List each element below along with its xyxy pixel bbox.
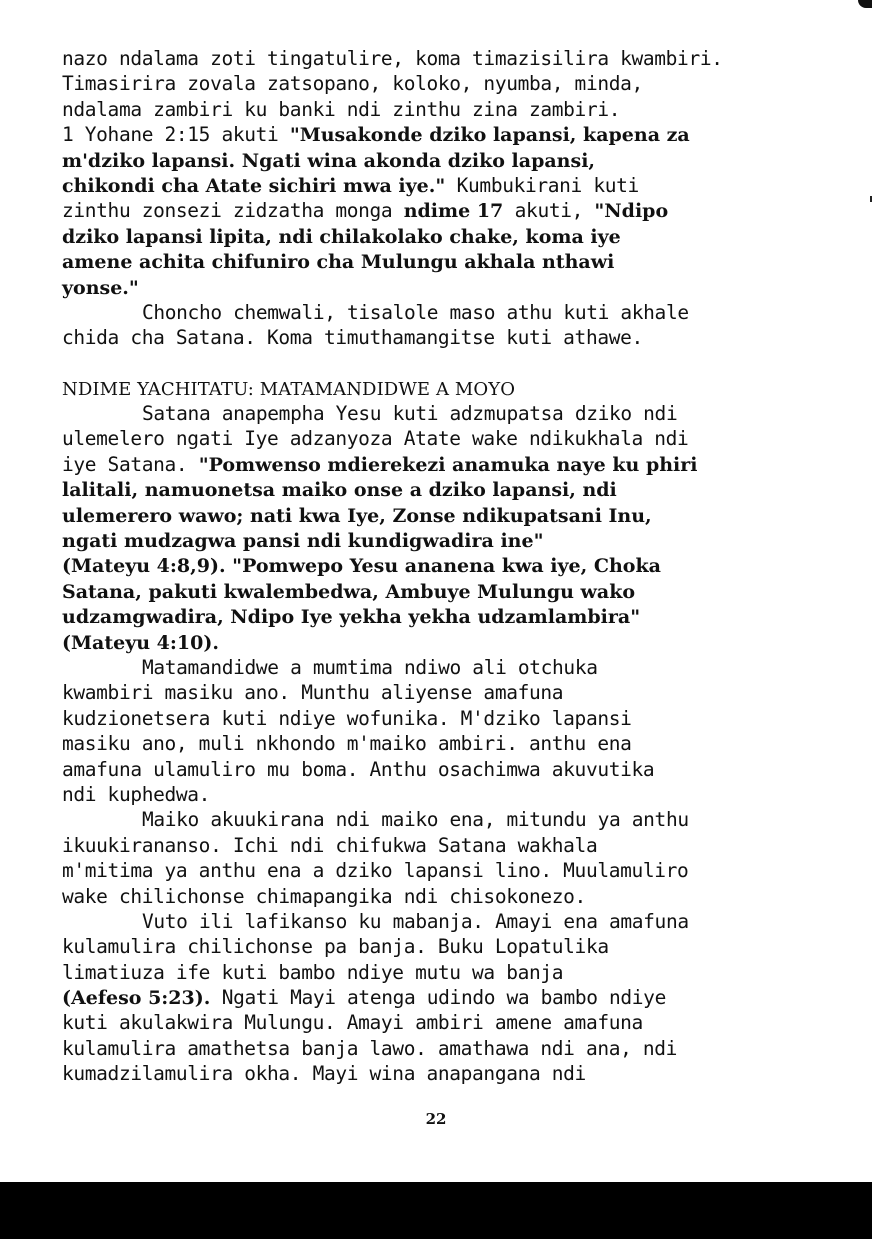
scripture-quote: amene achita chifuniro cha Mulungu akhala nthawi	[62, 251, 615, 274]
section-heading: NDIME YACHITATU: MATAMANDIDWE A MOYO	[62, 378, 516, 400]
text-line	[62, 224, 842, 249]
scripture-quote: dziko lapansi lipita, ndi chilakolako chake, koma iye	[62, 225, 621, 248]
text-line: masiku ano, muli nkhondo m'maiko ambiri. anthu ena	[62, 732, 632, 756]
text-line	[62, 275, 842, 300]
text-line: amafuna ulamuliro mu boma. Anthu osachimwa akuvutika	[62, 757, 655, 781]
text-line	[62, 553, 842, 578]
text-line	[62, 528, 842, 553]
text-line	[62, 630, 842, 655]
text-line: kudzionetsera kuti ndiye wofunika. M'dziko lapansi	[62, 706, 632, 730]
text-line: wake chilichonse chimapangika ndi chisokonezo.	[62, 884, 586, 908]
body-text	[62, 46, 842, 1087]
text-line: zinthu zonsezi zidzatha monga ndime 17 akuti, "Ndipo	[62, 199, 669, 223]
paragraph-gap	[62, 351, 842, 376]
scripture-quote: Satana, pakuti kwalembedwa, Ambuye Mulungu wako	[62, 580, 636, 603]
text-line: chida cha Satana. Koma timuthamangitse kuti athawe.	[62, 326, 643, 350]
text-line: Satana anapempha Yesu kuti adzmupatsa dziko ndi	[142, 402, 678, 426]
verse-ref: (Aefeso 5:23).	[62, 987, 211, 1010]
text-line: kumadzilamulira okha. Mayi wina anapangana ndi	[62, 1062, 586, 1086]
scripture-quote: yonse."	[62, 276, 139, 299]
text-line: Maiko akuukirana ndi maiko ena, mitundu ya anthu	[142, 808, 689, 832]
text-line: chikondi cha Atate sichiri mwa iye." Kumbukirani kuti	[62, 173, 639, 197]
text-line	[62, 503, 842, 528]
text-line: 1 Yohane 2:15 akuti "Musakonde dziko lapansi, kapena za	[62, 123, 690, 147]
text-line: limatiuza ife kuti bambo ndiye mutu wa banja	[62, 960, 564, 984]
text-line: iye Satana. "Pomwenso mdierekezi anamuka naye ku phiri	[62, 452, 698, 476]
text-line: kulamulira chilichonse pa banja. Buku Lopatulika	[62, 935, 609, 959]
scan-corner-mark	[858, 0, 872, 8]
scripture-quote: ulemerero wawo; nati kwa Iye, Zonse ndikupatsani Inu,	[62, 504, 652, 527]
text-line: kulamulira amathetsa banja lawo. amathawa ndi ana, ndi	[62, 1036, 678, 1060]
text-line	[62, 579, 842, 604]
text-line: m'mitima ya anthu ena a dziko lapansi lino. Muulamuliro	[62, 859, 689, 883]
text-line: Timasirira zovala zatsopano, koloko, nyumba, minda,	[62, 72, 643, 96]
text-line: Choncho chemwali, tisalole maso athu kuti akhale	[142, 300, 689, 324]
scripture-quote: "Ndipo	[594, 200, 669, 223]
scripture-quote: (Mateyu 4:8,9). "Pomwepo Yesu ananena kwa iye, Choka	[62, 555, 661, 578]
text-line: ndalama zambiri ku banki ndi zinthu zina zambiri.	[62, 97, 621, 121]
scripture-quote: lalitali, namuonetsa maiko onse a dziko lapansi, ndi	[62, 479, 617, 502]
verse-ref: (Mateyu 4:10).	[62, 631, 219, 654]
scripture-quote: ngati mudzagwa pansi ndi kundigwadira ine"	[62, 530, 544, 553]
scan-bottom-band	[0, 1182, 872, 1239]
scripture-quote: "Pomwenso mdierekezi anamuka naye ku phiri	[198, 453, 698, 476]
scripture-quote: chikondi cha Atate sichiri mwa iye."	[62, 174, 446, 197]
verse-ref: ndime 17	[403, 200, 504, 223]
text-line: Vuto ili lafikanso ku mabanja. Amayi ena amafuna	[142, 909, 689, 933]
text-line	[62, 148, 842, 173]
text-line: kuti akulakwira Mulungu. Amayi ambiri amene amafuna	[62, 1011, 643, 1035]
scripture-quote: m'dziko lapansi. Ngati wina akonda dziko lapansi,	[62, 149, 596, 172]
text-line: nazo ndalama zoti tingatulire, koma timazisilira kwambiri.	[62, 47, 723, 70]
text-line: ikuukirananso. Ichi ndi chifukwa Satana wakhala	[62, 833, 598, 857]
text-line: ndi kuphedwa.	[62, 782, 211, 806]
text-line: Matamandidwe a mumtima ndiwo ali otchuka	[142, 655, 598, 679]
text-line: ulemelero ngati Iye adzanyoza Atate wake ndikukhala ndi	[62, 427, 689, 451]
text-line	[62, 477, 842, 502]
text-line	[62, 604, 842, 629]
scripture-quote: "Musakonde dziko lapansi, kapena za	[289, 124, 690, 147]
page-number: 22	[425, 1110, 447, 1128]
text-line: (Aefeso 5:23). Ngati Mayi atenga udindo wa bambo ndiye	[62, 986, 666, 1010]
text-line: kwambiri masiku ano. Munthu aliyense amafuna	[62, 681, 564, 705]
scripture-quote: udzamgwadira, Ndipo Iye yekha yekha udzamlambira"	[62, 606, 641, 629]
text-line	[62, 249, 842, 274]
